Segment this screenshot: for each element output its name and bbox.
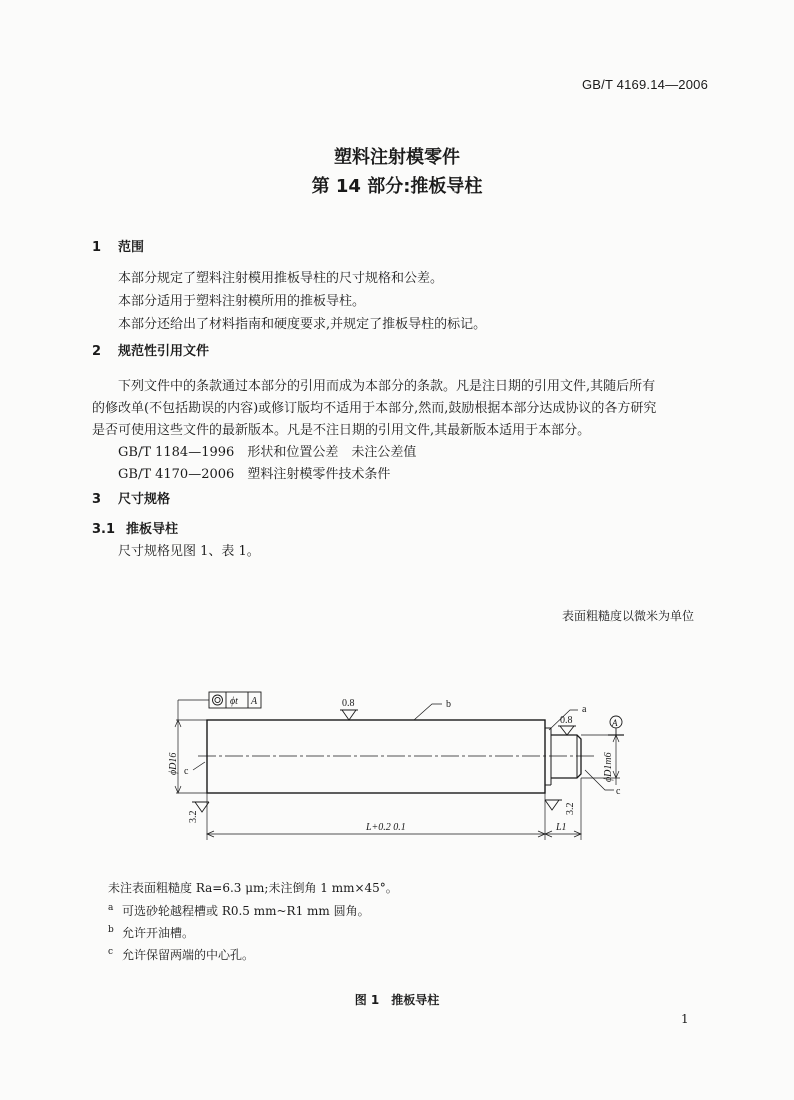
section-number: 1 [92, 240, 102, 255]
dimension-d1m6: ϕD1m6 [603, 752, 614, 782]
dimension-L1: L1 [556, 822, 567, 833]
leader-label-c: c [616, 786, 621, 797]
section-1-paragraph: 本部分规定了塑料注射模用推板导柱的尺寸规格和公差。 [118, 271, 444, 286]
gtol-datum-label: A [251, 696, 258, 707]
section-2-paragraph-line: 的修改单(不包括勘误的内容)或修订版均不适用于本部分,然而,鼓励根据本部分达成协议的各方研究 [92, 401, 657, 416]
note-text: 可选砂轮越程槽或 R0.5 mm~R1 mm 圆角。 [122, 904, 370, 918]
figure-caption: 图 1 推板导柱 [354, 993, 440, 1007]
figure-note [108, 879, 398, 896]
roughness-value: 3.2 [565, 802, 576, 815]
section-2-paragraph-line: 下列文件中的条款通过本部分的引用而成为本部分的条款。凡是注日期的引用文件,其随后所有 [118, 379, 656, 394]
roughness-value: 0.8 [342, 698, 355, 709]
dimension-d16: ϕD16 [168, 752, 179, 775]
pillar-body [207, 720, 545, 793]
section-title: 尺寸规格 [118, 492, 171, 507]
roughness-value: 3.2 [188, 810, 199, 823]
roughness-symbol [545, 800, 559, 810]
leader-label-b: b [446, 699, 451, 710]
page-number: 1 [681, 1012, 689, 1026]
concentricity-icon [213, 695, 223, 705]
note-text: 允许开油槽。 [122, 926, 195, 940]
figure-note [108, 946, 254, 963]
section-number: 2 [92, 344, 102, 359]
roughness-value: 0.8 [560, 715, 573, 726]
dimension-L: L+0.2 0.1 [366, 822, 406, 833]
subsection-number: 3.1 [92, 522, 116, 537]
figure-unit-note: 表面粗糙度以微米为单位 [562, 609, 695, 623]
note-mark: c [108, 947, 114, 957]
note-text: 未注表面粗糙度 Ra=6.3 μm;未注倒角 1 mm×45°。 [108, 881, 398, 895]
subsection-3-1-text: 尺寸规格见图 1、表 1。 [118, 544, 260, 559]
section-1-paragraph: 本部分还给出了材料指南和硬度要求,并规定了推板导柱的标记。 [118, 317, 487, 332]
leader-c [193, 762, 205, 770]
figure-note [108, 924, 194, 941]
figure-note [108, 902, 370, 919]
reference-title: 塑料注射模零件技术条件 [247, 467, 391, 482]
reference-code: GB/T 1184—1996 [118, 445, 235, 460]
subsection-title: 推板导柱 [126, 522, 179, 537]
section-title: 规范性引用文件 [118, 344, 210, 359]
note-text: 允许保留两端的中心孔。 [122, 948, 255, 962]
section-1-paragraph: 本部分适用于塑料注射模所用的推板导柱。 [118, 294, 366, 309]
leader-label-c: c [184, 766, 189, 777]
document-subtitle: 第 14 部分:推板导柱 [311, 176, 483, 197]
gtol-tolerance-value: ϕt [230, 696, 238, 707]
section-2-paragraph-line: 是否可使用这些文件的最新版本。凡是不注日期的引用文件,其最新版本适用于本部分。 [92, 423, 591, 438]
note-mark: a [108, 903, 114, 913]
standard-number: GB/T 4169.14—2006 [581, 77, 708, 92]
datum-letter: A [612, 718, 618, 728]
note-mark: b [108, 925, 114, 935]
section-title: 范围 [118, 240, 145, 255]
document-title: 塑料注射模零件 [334, 147, 460, 168]
roughness-symbol [342, 710, 356, 720]
leader-label-a: a [582, 704, 587, 715]
roughness-symbol [560, 726, 574, 735]
reference-title: 形状和位置公差 未注公差值 [247, 445, 417, 460]
reference-code: GB/T 4170—2006 [118, 467, 235, 482]
leader-b [414, 704, 442, 720]
section-number: 3 [92, 492, 102, 507]
